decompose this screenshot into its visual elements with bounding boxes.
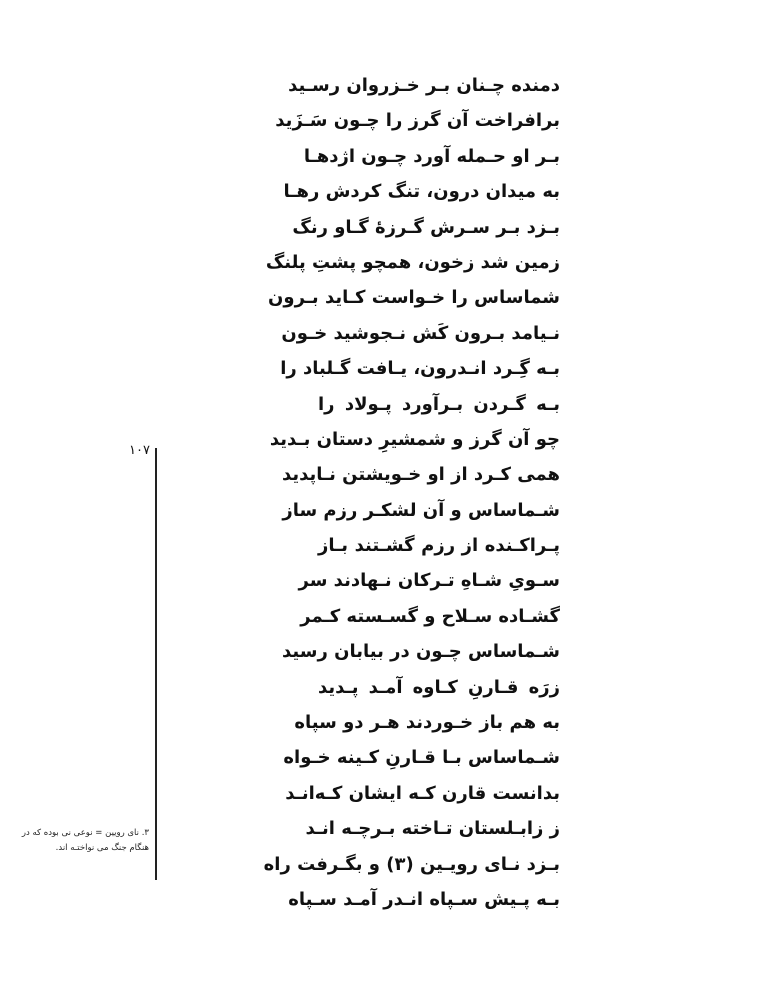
verse-line: سـویِ شـاهِ تـرکان نـهادند سر <box>298 570 560 592</box>
verse-line: بـر او حـمله آورد چـون اژدهـا <box>303 145 560 167</box>
verse-line: گشـاده سـلاح و گسـسته کـمر <box>300 605 560 627</box>
verse-line: شـماساس چـون در بیابان رسید <box>282 641 560 663</box>
verse-line: بـه گـردن بـرآورد پـولاد را <box>318 393 560 415</box>
verse-line: چو آن گرز و شمشیرِ دستان بـدید <box>269 428 560 450</box>
verse-line: همی کـرد از او خـویشتن نـاپدید <box>281 464 560 486</box>
verse-line: به میدان درون، تنگ کردش رهـا <box>283 181 560 203</box>
verse-line: زمین شد زخون، همچو پشتِ پلنگ <box>265 251 560 273</box>
margin-divider <box>155 448 157 880</box>
verse-line: بدانست قارن کـه ایشان کـه‌انـد <box>285 782 560 804</box>
verse-line: بـه گِـرد انـدرون، یـافت گـلباد را <box>280 358 560 380</box>
verse-line: به هم باز خـوردند هـر دو سپاه <box>294 712 560 734</box>
verse-line: دمنده چـنان بـر خـزروان رسـید <box>288 75 560 96</box>
footnote <box>21 826 149 856</box>
verse-line: شماساس را خـواست کـاید بـرون <box>268 287 560 309</box>
verse-line: نـیامد بـرون کَش نـجوشید خـون <box>281 322 560 344</box>
page-number: ۱۰۷ <box>129 443 150 458</box>
verse-line: بـزد بـر سـرش گـرزهٔ گـاو رنگ <box>292 216 560 238</box>
footnote-line: هنگام جنگ می نواختـه اند. <box>55 843 149 853</box>
verse-line: بـزد نـای رویـین (۳) و بگـرفت راه <box>263 853 560 875</box>
footnote-line: ۳. نای رویین = نوعی نی بوده که در <box>21 828 149 838</box>
verse-line: ز زابـلستان تـاخته بـرچـه انـد <box>305 818 560 840</box>
verse-line: برافراخت آن گرز را چـون سَـزَید <box>275 110 560 132</box>
verse-line: زرَه قـارنِ کـاوه آمـد پـدید <box>318 676 560 698</box>
verse-line: بـه پـیش سـپاه انـدر آمـد سـپاه <box>288 888 560 910</box>
verse-line: شـماساس بـا قـارنِ کـینه خـواه <box>283 747 560 769</box>
verse-line: شـماساس و آن لشکـر رزم ساز <box>282 499 560 521</box>
verse-line: پـراکـنده از رزم گشـتند بـاز <box>318 535 560 557</box>
poem-verses <box>263 68 560 917</box>
